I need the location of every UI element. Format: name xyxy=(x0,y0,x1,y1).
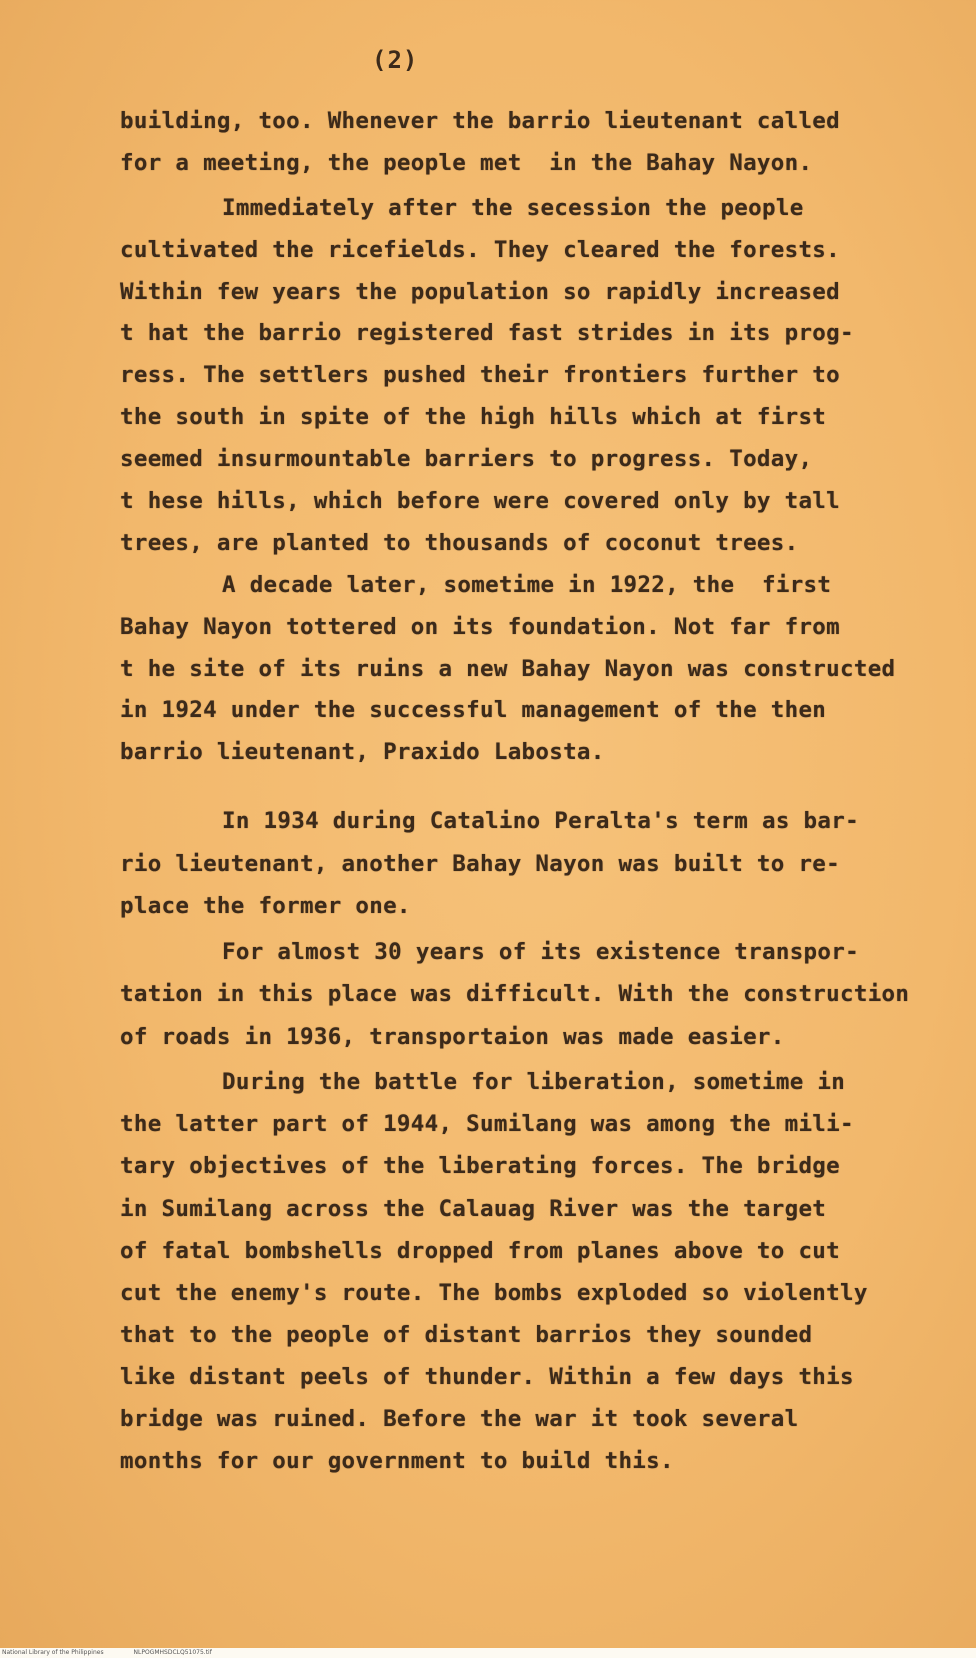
text-line: of roads in 1936, transportaion was made easier. xyxy=(120,1024,785,1050)
text-line: cut the enemy's route. The bombs exploded so violently xyxy=(120,1280,868,1306)
text-line: t he site of its ruins a new Bahay Nayon was constructed xyxy=(120,656,896,682)
text-line: rio lieutenant, another Bahay Nayon was built to re- xyxy=(120,851,840,877)
text-line: cultivated the ricefields. They cleared the forests. xyxy=(120,237,840,263)
text-line: In 1934 during Catalino Peralta's term as bar- xyxy=(222,808,859,834)
text-line: bridge was ruined. Before the war it took several xyxy=(120,1406,799,1432)
text-line: trees, are planted to thousands of coconut trees. xyxy=(120,530,799,556)
text-line: tary objectives of the liberating forces. The bridge xyxy=(120,1153,840,1179)
text-line: For almost 30 years of its existence transpor- xyxy=(222,939,859,965)
text-line: months for our government to build this. xyxy=(120,1448,674,1474)
text-line: tation in this place was difficult. With the construction xyxy=(120,981,910,1007)
page-number: (2) xyxy=(372,46,419,74)
text-line: t hat the barrio registered fast strides in its prog- xyxy=(120,320,854,346)
text-line: in Sumilang across the Calauag River was the target xyxy=(120,1196,827,1222)
text-line: During the battle for liberation, sometime in xyxy=(222,1069,846,1095)
text-line: Immediately after the secession the people xyxy=(222,195,804,221)
text-line: in 1924 under the successful management of the then xyxy=(120,697,827,723)
text-line: A decade later, sometime in 1922, the first xyxy=(222,572,832,598)
text-line: ress. The settlers pushed their frontiers further to xyxy=(120,362,840,388)
text-line: Within few years the population so rapidly increased xyxy=(120,279,840,305)
text-line: seemed insurmountable barriers to progress. Today, xyxy=(120,446,813,472)
text-line: of fatal bombshells dropped from planes above to cut xyxy=(120,1238,840,1264)
text-line: for a meeting, the people met in the Bahay Nayon. xyxy=(120,150,813,176)
text-line: building, too. Whenever the barrio lieutenant called xyxy=(120,108,840,134)
text-line: that to the people of distant barrios they sounded xyxy=(120,1322,813,1348)
text-line: the latter part of 1944, Sumilang was among the mili- xyxy=(120,1111,854,1137)
text-line: barrio lieutenant, Praxido Labosta. xyxy=(120,739,605,765)
text-line: place the former one. xyxy=(120,893,411,919)
text-line: the south in spite of the high hills which at first xyxy=(120,404,827,430)
library-credit: National Library of the Philippines xyxy=(2,1649,104,1656)
file-id: NLPOGMHSDCLQ51075.tif xyxy=(133,1649,212,1656)
scan-footer xyxy=(0,1648,976,1658)
text-line: t hese hills, which before were covered only by tall xyxy=(120,488,840,514)
text-line: Bahay Nayon tottered on its foundation. Not far from xyxy=(120,614,840,640)
text-line: like distant peels of thunder. Within a few days this xyxy=(120,1364,854,1390)
